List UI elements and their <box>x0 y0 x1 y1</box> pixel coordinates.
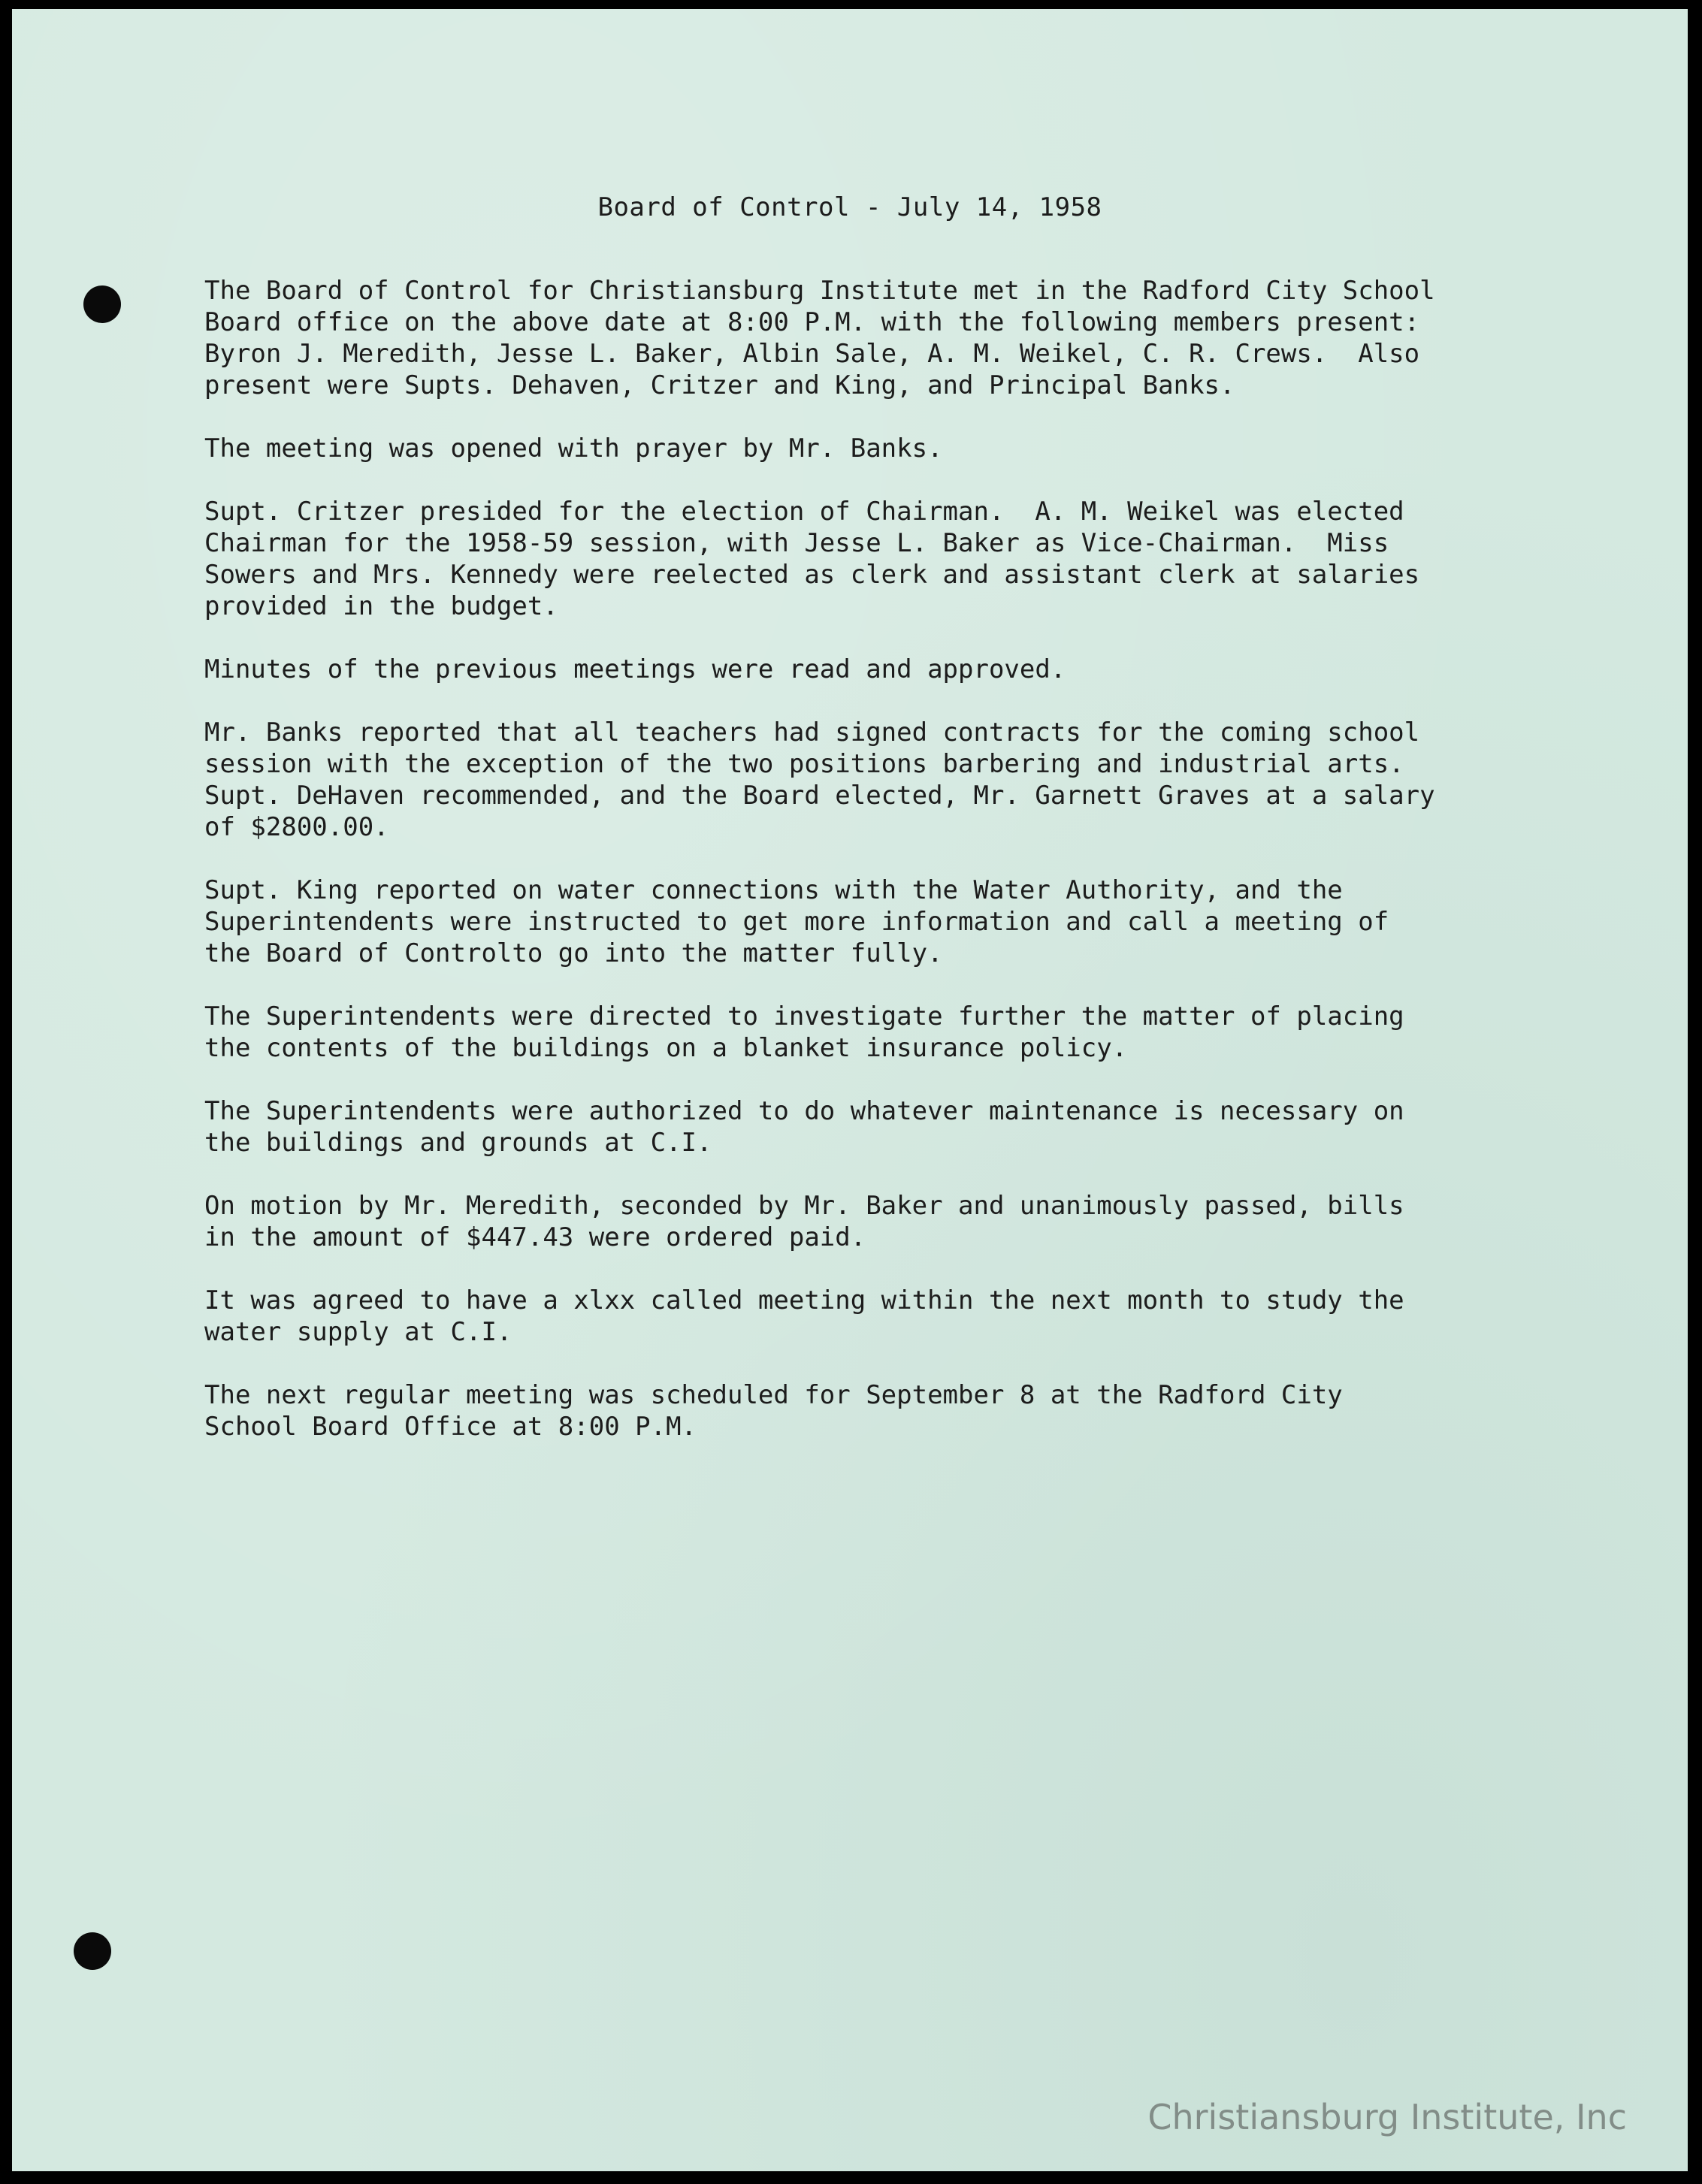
paragraph-attendance: The Board of Control for Christiansburg Institute met in the Radford City School Board office on the above date at 8:00 P.M. with the following members present: Byron J. Meredith, Jesse L. Baker, Albin Sale, A. M. Weikel, C. R. Crews. Also present were Supts. Dehaven, Critzer and King, and Principal Banks. <box>204 276 1435 400</box>
document-title: Board of Control - July 14, 1958 <box>597 192 1102 222</box>
paragraph-water-connections: Supt. King reported on water connections with the Water Authority, and the Superintendents were instructed to get more information and call a meeting of the Board of Controlto go into the matter fully. <box>204 875 1389 968</box>
paragraph-minutes: Minutes of the previous meetings were read and approved. <box>204 654 1066 684</box>
paragraph-contracts: Mr. Banks reported that all teachers had signed contracts for the coming school session with the exception of the two positions barbering and industrial arts. Supt. DeHaven recommended, and the Board elected, Mr. Garnett Graves at a salary of $2800.00. <box>204 717 1435 842</box>
punch-hole-bottom <box>74 1932 111 1970</box>
document-page <box>12 9 1688 2171</box>
paragraph-next-meeting: The next regular meeting was scheduled for September 8 at the Radford City School Board Office at 8:00 P.M. <box>204 1380 1343 1442</box>
paragraph-election: Supt. Critzer presided for the election of Chairman. A. M. Weikel was elected Chairman for the 1958-59 session, with Jesse L. Baker as Vice-Chairman. Miss Sowers and Mrs. Kennedy were reelected as clerk and assistant clerk at salaries provided in the budget. <box>204 497 1420 621</box>
paragraph-maintenance: The Superintendents were authorized to do whatever maintenance is necessary on the buildings and grounds at C.I. <box>204 1096 1404 1158</box>
paragraph-insurance: The Superintendents were directed to investigate further the matter of placing the contents of the buildings on a blanket insurance policy. <box>204 1001 1404 1063</box>
paragraph-called-meeting: It was agreed to have a xlxx called meeting within the next month to study the water supply at C.I. <box>204 1285 1404 1347</box>
watermark-text: Christiansburg Institute, Inc <box>1147 2097 1627 2137</box>
paragraph-prayer: The meeting was opened with prayer by Mr. Banks. <box>204 433 943 464</box>
document-body <box>204 275 1542 1474</box>
punch-hole-top <box>83 285 121 323</box>
paragraph-bills: On motion by Mr. Meredith, seconded by Mr. Baker and unanimously passed, bills in the amount of $447.43 were ordered paid. <box>204 1191 1404 1252</box>
